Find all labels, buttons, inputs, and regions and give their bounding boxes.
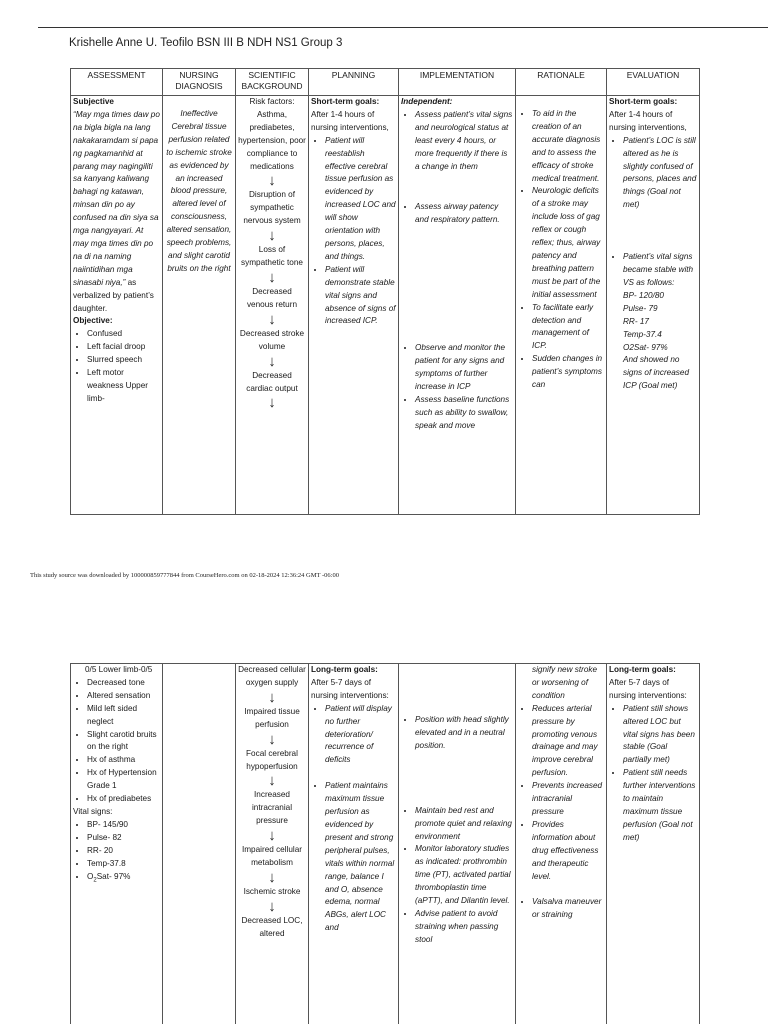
care-plan-table-page-2	[70, 663, 700, 1024]
list-item: • Assess patient’s vital signs and neurological status at least every 4 hours, or more frequently if there is a change in them	[415, 109, 513, 174]
list-item: • Mild left sided neglect	[87, 703, 160, 729]
o2-value: Sat- 97%	[96, 871, 131, 881]
list-item	[87, 871, 160, 888]
short-term-goals-heading: Short-term goals:	[311, 97, 380, 106]
objective-list	[73, 677, 160, 806]
list-item: • Slurred speech	[87, 354, 160, 367]
list-item: • Patient will reestablish effective cerebral tissue perfusion as evidenced by increased LOC and will show orientation with persons, places, and things.	[325, 135, 396, 264]
list-item: • Decreased tone	[87, 677, 160, 690]
down-arrow-icon: ↓	[268, 172, 276, 190]
list-item: • Assess baseline functions such as ability to swallow, speak and move	[415, 394, 513, 433]
list-item: • Patient will demonstrate stable vital signs and absence of signs of increased ICP.	[325, 264, 396, 329]
list-item: • Patient still shows altered LOC but vital signs has been stable (Goal partially met)	[623, 703, 697, 768]
evaluation-intro: After 1-4 hours of nursing interventions,	[609, 109, 687, 132]
vital-reading: BP- 120/80	[623, 290, 664, 300]
down-arrow-icon: ↓	[268, 310, 276, 328]
pathophysiology-step: Impaired cellular metabolism	[241, 845, 303, 868]
col-header-planning: PLANNING	[309, 69, 399, 96]
rationale-list	[518, 108, 604, 392]
list-item: • Hx of prediabetes	[87, 793, 160, 806]
col-header-rationale: RATIONALE	[516, 69, 607, 96]
planning-cell	[309, 664, 399, 1024]
list-item: • Patient will display no further deterioration/ recurrence of deficits	[325, 703, 396, 768]
vital-reading: Temp-37.4	[623, 329, 662, 339]
down-arrow-icon: ↓	[268, 827, 276, 845]
list-item: • Left motor weakness Upper limb-	[87, 367, 160, 406]
rationale-cell	[516, 664, 607, 1024]
pathophysiology-step: Impaired tissue perfusion	[244, 706, 300, 729]
list-item: • Prevents increased intracranial pressure	[532, 780, 604, 819]
implementation-cell	[399, 664, 516, 1024]
vitals-intro: Patient’s vital signs became stable with VS as follows:	[623, 252, 694, 287]
header-rule	[38, 27, 768, 28]
vital-reading: O2Sat- 97%	[623, 342, 668, 352]
author-line: Krishelle Anne U. Teofilo BSN III B NDH NS1 Group 3	[69, 37, 343, 49]
implementation-cell	[399, 96, 516, 515]
list-item: • Patient still needs further interventions to maintain maximum tissue perfusion (Goal not met)	[623, 767, 697, 844]
objective-list	[73, 328, 160, 405]
implementation-list	[401, 714, 513, 947]
o2-label: O	[87, 871, 94, 881]
care-plan-table-page-1	[70, 68, 700, 515]
down-arrow-icon: ↓	[268, 268, 276, 286]
implementation-list	[401, 109, 513, 433]
pathophysiology-step: Decreased venous return	[246, 286, 298, 309]
list-item: • Neurologic deficits of a stroke may include loss of gag reflex or cough reflex; thus, airway patency and breathing pattern must be part of the initial assessment	[532, 185, 604, 301]
download-footer: This study source was downloaded by 100000859777844 from CourseHero.com on 02-18-2024 12:36:24 GMT -06:00	[30, 572, 339, 579]
down-arrow-icon: ↓	[268, 868, 276, 886]
list-item: • To facilitate early detection and management of ICP.	[532, 302, 604, 354]
list-item: • Confused	[87, 328, 160, 341]
down-arrow-icon: ↓	[268, 227, 276, 245]
pathophysiology-step: Increased intracranial pressure	[251, 790, 293, 826]
list-item: • Slight carotid bruits on the right	[87, 729, 160, 755]
pathophysiology-step: Focal cerebral hypoperfusion	[246, 748, 298, 771]
subjective-source: as verbalized by patient’s daughter.	[73, 277, 154, 313]
planning-cell	[309, 96, 399, 515]
list-item: • Monitor laboratory studies as indicated: prothrombin time (PT), activated partial thromboplastin time (aPTT), and Dilantin level.	[415, 843, 513, 908]
nursing-diagnosis-cell	[163, 664, 236, 1024]
short-term-goals-heading: Short-term goals:	[609, 97, 678, 106]
pathophysiology-step: Loss of sympathetic tone	[241, 245, 303, 268]
list-item: • BP- 145/90	[87, 819, 160, 832]
list-item: • Maintain bed rest and promote quiet and relaxing environment	[415, 805, 513, 844]
list-item: • Hx of asthma	[87, 754, 160, 767]
o2-subscript: 2	[93, 877, 97, 884]
vital-signs-heading: Vital signs:	[73, 806, 113, 816]
list-item	[623, 251, 697, 393]
rationale-cell	[516, 96, 607, 515]
long-term-goals-heading: Long-term goals:	[311, 665, 378, 674]
pathophysiology-step: Decreased cardiac output	[246, 370, 298, 393]
evaluation-cell	[607, 664, 700, 1024]
independent-heading: Independent:	[401, 97, 453, 106]
assessment-cell	[71, 96, 163, 515]
list-item: • Advise patient to avoid straining when passing stool	[415, 908, 513, 947]
down-arrow-icon: ↓	[268, 688, 276, 706]
list-item: • Assess airway patency and respiratory pattern.	[415, 201, 513, 227]
list-item: • Pulse- 82	[87, 832, 160, 845]
list-item: • Sudden changes in patient’s symptoms can	[532, 353, 604, 392]
col-header-implementation: IMPLEMENTATION	[399, 69, 516, 96]
list-item: • Hx of Hypertension Grade 1	[87, 767, 160, 793]
down-arrow-icon: ↓	[268, 897, 276, 915]
list-item: • Altered sensation	[87, 690, 160, 703]
pathophysiology-step: Decreased cellular oxygen supply	[238, 665, 306, 687]
background-cell	[236, 664, 309, 1024]
pathophysiology-step: Disruption of sympathetic nervous system	[243, 190, 301, 226]
list-item: • Patient’s LOC is still altered as he is slightly confused of persons, places and things (Goal not met)	[623, 135, 697, 212]
rationale-continued: signify new stroke or worsening of condition	[532, 665, 598, 700]
subjective-quote: “May mga times daw po na bigla bigla na lang nakakaramdam si papa ng pagkamanhid at parang may nagingiliti sa kanyang kaliwang bahagi ng katawan, minsan din po ay confused na din siya sa mga nangyayari. At may mga times din po na di na naming naiintidihan mga sinasabi niya,”	[73, 109, 160, 287]
list-item: • Left facial droop	[87, 341, 160, 354]
evaluation-cell	[607, 96, 700, 515]
down-arrow-icon: ↓	[268, 772, 276, 790]
list-item: • Valsalva maneuver or straining	[532, 896, 604, 922]
list-item: • RR- 20	[87, 845, 160, 858]
list-item: • Observe and monitor the patient for any signs and symptoms of further increase in ICP	[415, 342, 513, 394]
col-header-evaluation: EVALUATION	[607, 69, 700, 96]
evaluation-conclusion: And showed no signs of increased ICP (Goal met)	[623, 355, 689, 391]
background-cell	[236, 96, 309, 515]
list-item: • Temp-37.8	[87, 858, 160, 871]
evaluation-list	[609, 703, 697, 845]
down-arrow-icon: ↓	[268, 352, 276, 370]
vital-reading: RR- 17	[623, 316, 649, 326]
planning-goals-list	[311, 703, 396, 935]
subjective-heading: Subjective	[73, 97, 114, 106]
planning-intro: After 5-7 days of nursing interventions:	[311, 677, 389, 700]
objective-heading: Objective:	[73, 316, 113, 326]
pathophysiology-step: Decreased LOC, altered	[241, 915, 303, 938]
evaluation-list	[609, 135, 697, 393]
vital-reading: Pulse- 79	[623, 303, 658, 313]
nursing-diagnosis-cell	[163, 96, 236, 515]
pathophysiology-step: Decreased stroke volume	[239, 328, 305, 351]
assessment-cell	[71, 664, 163, 1024]
vital-signs-list	[73, 819, 160, 887]
planning-goals-list	[311, 135, 396, 329]
assessment-continued: 0/5 Lower limb-0/5	[85, 665, 153, 674]
list-item: • Provides information about drug effectiveness and therapeutic level.	[532, 819, 604, 884]
down-arrow-icon: ↓	[268, 394, 276, 412]
col-header-nursing-diagnosis: NURSING DIAGNOSIS	[163, 69, 236, 96]
evaluation-intro: After 5-7 days of nursing interventions:	[609, 677, 687, 700]
list-item: • Patient maintains maximum tissue perfusion as evidenced by present and strong peripheral pulses, vitals within normal range, balance I and O, absence edema, normal ABGs, alert LOC and	[325, 780, 396, 935]
list-item: • Reduces arterial pressure by promoting venous drainage and may improve cerebral perfusion.	[532, 703, 604, 780]
rationale-list	[518, 703, 604, 923]
pathophysiology-step: Ischemic stroke	[243, 886, 301, 896]
risk-factors: Risk factors: Asthma, prediabetes, hypertension, poor compliance to medications	[238, 97, 306, 171]
nursing-diagnosis-text: Ineffective Cerebral tissue perfusion related to ischemic stroke as evidenced by an increased blood pressure, altered level of consciousness, altered sensation, speech problems, and slight carotid bruits on the right	[166, 109, 232, 273]
long-term-goals-heading: Long-term goals:	[609, 665, 676, 674]
list-item: • Position with head slightly elevated and in a neutral position.	[415, 714, 513, 753]
planning-intro: After 1-4 hours of nursing interventions,	[311, 109, 389, 132]
col-header-scientific-background: SCIENTIFIC BACKGROUND	[236, 69, 309, 96]
col-header-assessment: ASSESSMENT	[71, 69, 163, 96]
down-arrow-icon: ↓	[268, 730, 276, 748]
list-item: • To aid in the creation of an accurate diagnosis and to assess the efficacy of stroke medical treatment.	[532, 108, 604, 185]
